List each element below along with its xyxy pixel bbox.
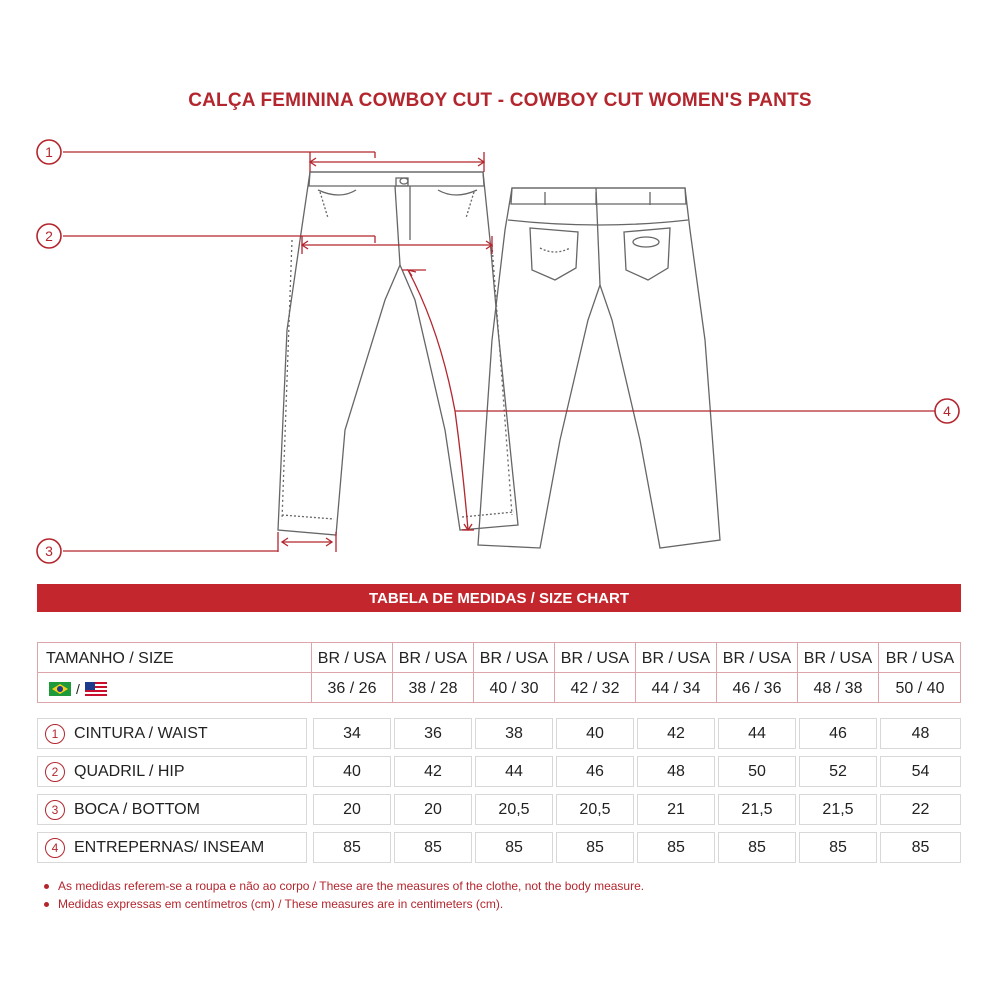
measure-value: 85 [586, 838, 604, 856]
column-header: BR / USA [479, 650, 549, 667]
measure-value: 42 [424, 762, 442, 780]
measure-value-box [475, 718, 553, 749]
measure-value: 21 [667, 800, 685, 818]
callout-2-number: 2 [45, 228, 53, 244]
measure-label [45, 719, 208, 748]
size-value: 48 / 38 [813, 680, 863, 697]
measure-value: 85 [424, 838, 442, 856]
measure-value: 20,5 [498, 800, 530, 818]
measure-value: 40 [343, 762, 361, 780]
column-header: BR / USA [803, 650, 873, 667]
page-title: CALÇA FEMININA COWBOY CUT - COWBOY CUT WOMEN'S PANTS [188, 90, 812, 111]
column-header: BR / USA [317, 650, 387, 667]
measure-value-box [718, 718, 796, 749]
callout-2-marker [37, 224, 61, 248]
size-value: 36 / 26 [327, 680, 377, 697]
callout-markers [37, 140, 959, 563]
size-value: 40 / 30 [489, 680, 539, 697]
measure-row [37, 756, 961, 787]
measure-label-box [37, 718, 307, 749]
measure-label-text: CINTURA / WAIST [74, 724, 208, 742]
measure-value-box [475, 756, 553, 787]
measure-value: 36 [424, 724, 442, 742]
measure-label-box [37, 794, 307, 825]
measure-value: 85 [667, 838, 685, 856]
size-header-table [37, 642, 961, 703]
note-1 [44, 879, 644, 893]
column-header: BR / USA [885, 650, 955, 667]
note-1-text: As medidas referem-se a roupa e não ao corpo / These are the measures of the clothe, not the body measure. [58, 879, 645, 893]
measure-value-box [718, 756, 796, 787]
callout-3-number: 3 [45, 543, 53, 559]
measure-label [45, 757, 185, 786]
measure-value-box [637, 832, 715, 863]
measure-value: 34 [343, 724, 361, 742]
measure-value-box [637, 718, 715, 749]
column-header: BR / USA [722, 650, 792, 667]
measure-value-box [394, 718, 472, 749]
measure-value: 85 [343, 838, 361, 856]
measure-value: 21,5 [822, 800, 854, 818]
measure-value-box [637, 794, 715, 825]
pants-diagram [0, 120, 1000, 570]
callout-4-number: 4 [943, 403, 951, 419]
size-chart-banner: TABELA DE MEDIDAS / SIZE CHART [37, 584, 961, 612]
measure-value: 20 [424, 800, 442, 818]
note-2 [44, 897, 503, 911]
measure-value: 48 [667, 762, 685, 780]
flags [49, 675, 107, 703]
size-label: TAMANHO / SIZE [46, 650, 174, 667]
measure-value-box [799, 794, 877, 825]
callout-3-marker [37, 539, 61, 563]
measure-value-box [556, 756, 634, 787]
measure-value: 20 [343, 800, 361, 818]
measure-label-text: BOCA / BOTTOM [74, 800, 200, 818]
measure-value: 85 [748, 838, 766, 856]
measure-value-box [799, 756, 877, 787]
size-value: 46 / 36 [732, 680, 782, 697]
column-header: BR / USA [398, 650, 468, 667]
measure-value: 22 [911, 800, 930, 818]
measure-value-box [394, 832, 472, 863]
measure-value-box [556, 794, 634, 825]
measure-value: 20,5 [579, 800, 611, 818]
measure-number-badge: 2 [45, 762, 65, 782]
measure-label-text: QUADRIL / HIP [74, 762, 185, 780]
measure-row [37, 794, 961, 825]
measure-row [37, 832, 961, 863]
measure-number-badge: 1 [45, 724, 65, 744]
measure-value: 38 [505, 724, 523, 742]
callout-4-marker [935, 399, 959, 423]
measure-value: 52 [829, 762, 847, 780]
measure-row [37, 718, 961, 749]
size-value: 50 / 40 [895, 680, 945, 697]
measure-value: 40 [586, 724, 604, 742]
size-value: 38 / 28 [408, 680, 458, 697]
measure-value: 50 [748, 762, 766, 780]
measure-value: 46 [829, 724, 847, 742]
measure-value: 44 [748, 724, 766, 742]
measure-number-badge: 3 [45, 800, 65, 820]
flag-usa-icon [85, 682, 107, 696]
measure-value-box [475, 832, 553, 863]
measure-value: 21,5 [741, 800, 773, 818]
column-header: BR / USA [641, 650, 711, 667]
measure-value: 54 [911, 762, 930, 780]
measure-value: 85 [911, 838, 930, 856]
measure-value: 48 [911, 724, 930, 742]
measure-value-box [880, 794, 961, 825]
measure-value-box [394, 794, 472, 825]
flag-separator: / [76, 681, 80, 697]
measure-value-box [556, 832, 634, 863]
measure-value-box [313, 832, 391, 863]
measure-value-box [313, 718, 391, 749]
measure-value-box [718, 794, 796, 825]
measure-value-box [313, 756, 391, 787]
measure-value: 85 [505, 838, 523, 856]
measure-number-badge: 4 [45, 838, 65, 858]
measure-value-box [799, 718, 877, 749]
measure-value-box [880, 718, 961, 749]
measure-label-box [37, 756, 307, 787]
measure-label [45, 795, 200, 824]
column-header: BR / USA [560, 650, 630, 667]
measure-value-box [880, 832, 961, 863]
measure-label [45, 833, 264, 862]
measure-value-box [313, 794, 391, 825]
measure-value: 44 [505, 762, 523, 780]
measure-value-box [799, 832, 877, 863]
callout-1-marker [37, 140, 61, 164]
size-value: 44 / 34 [651, 680, 701, 697]
measure-value: 42 [667, 724, 685, 742]
measure-value-box [718, 832, 796, 863]
measure-value-box [556, 718, 634, 749]
measure-label-box [37, 832, 307, 863]
measure-value-box [880, 756, 961, 787]
measure-value-box [394, 756, 472, 787]
measure-value: 46 [586, 762, 604, 780]
size-value: 42 / 32 [570, 680, 620, 697]
note-2-text: Medidas expressas em centímetros (cm) / These measures are in centimeters (cm). [58, 897, 504, 911]
callout-1-number: 1 [45, 144, 53, 160]
measure-value-box [637, 756, 715, 787]
measure-label-text: ENTREPERNAS/ INSEAM [74, 838, 265, 856]
measure-value-box [475, 794, 553, 825]
flag-brazil-icon [49, 682, 71, 696]
measure-value: 85 [829, 838, 847, 856]
